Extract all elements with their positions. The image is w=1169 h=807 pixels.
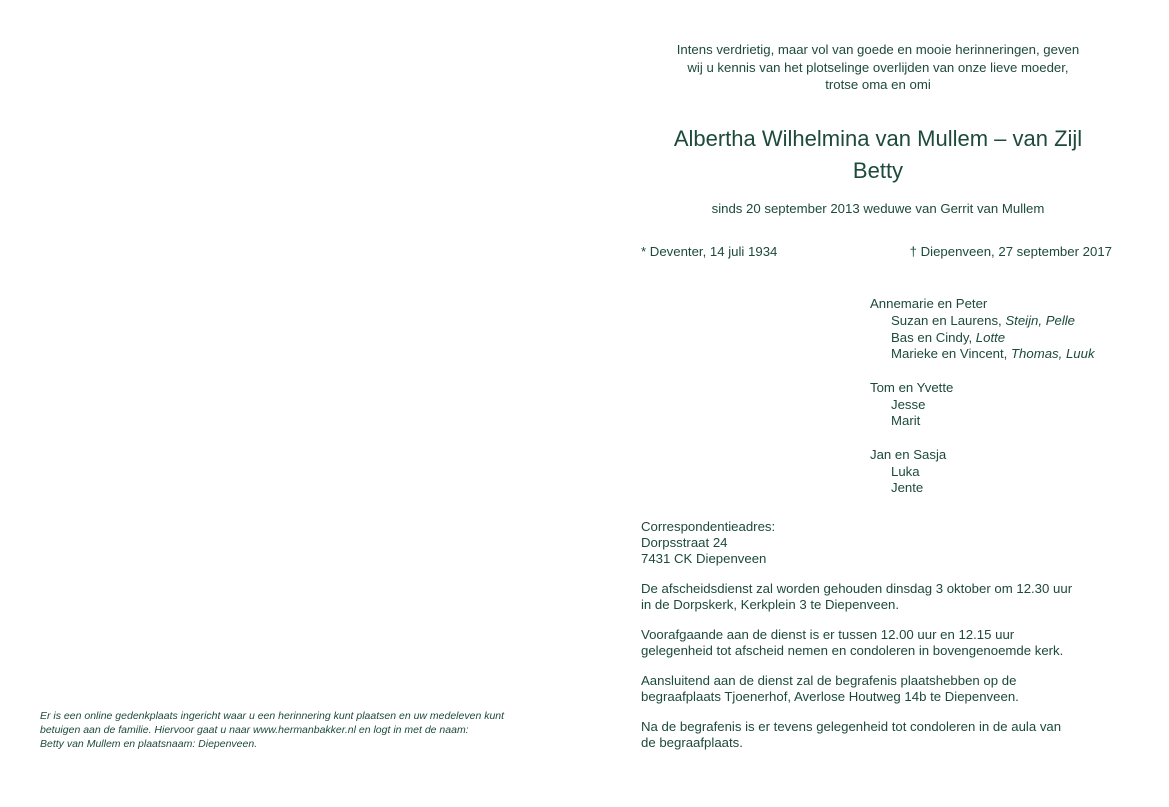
service-info <box>641 581 1072 613</box>
online-memorial-note <box>40 709 504 751</box>
family-head: Jan en Sasja <box>870 446 947 462</box>
widow-line: sinds 20 september 2013 weduwe van Gerrit van Mullem <box>711 201 1045 216</box>
address-line: Dorpsstraat 24 <box>641 535 728 550</box>
child-parents: Marit <box>891 413 921 429</box>
child-parents: Luka <box>891 463 920 479</box>
condolence-info <box>641 627 1072 659</box>
detail-line: De afscheidsdienst zal worden gehouden dinsdag 3 oktober om 12.30 uur <box>641 581 1073 596</box>
family-child <box>870 330 1095 347</box>
family-head: Tom en Yvette <box>870 379 954 395</box>
grandchildren: Steijn, Pelle <box>1005 312 1076 328</box>
family-child <box>870 397 1095 414</box>
child-parents: Marieke en Vincent, <box>891 346 1011 362</box>
detail-line: begraafplaats Tjoenerhof, Averlose Houtweg 14b te Diepenveen. <box>641 689 1019 704</box>
family-child <box>870 480 1095 497</box>
funeral-details <box>641 519 1072 765</box>
address-line: Correspondentieadres: <box>641 519 776 534</box>
family-group <box>870 296 1095 363</box>
detail-line: Na de begrafenis is er tevens gelegenheid tot condoleren in de aula van <box>641 719 1062 734</box>
footnote-line: Betty van Mullem en plaatsnaam: Diepenveen. <box>40 738 258 750</box>
announcement-intro <box>640 41 1116 94</box>
intro-line: wij u kennis van het plotselinge overlijden van onze lieve moeder, <box>687 59 1069 75</box>
footnote-line: betuigen aan de familie. Hiervoor gaat u naar www.hermanbakker.nl en logt in met de naam: <box>40 724 469 736</box>
deceased-nickname: Betty <box>852 158 904 183</box>
family-child <box>870 313 1095 330</box>
detail-line: Voorafgaande aan de dienst is er tussen 12.00 uur en 12.15 uur <box>641 627 1015 642</box>
child-parents: Jente <box>891 480 924 496</box>
deceased-full-name: Albertha Wilhelmina van Mullem – van Zijl <box>673 126 1083 151</box>
family-group <box>870 380 1095 430</box>
child-parents: Jesse <box>891 396 926 412</box>
family-child <box>870 464 1095 481</box>
death-info: † Diepenveen, 27 september 2017 <box>909 244 1112 259</box>
detail-line: de begraafplaats. <box>641 735 743 750</box>
grandchildren: Lotte <box>975 329 1006 345</box>
family-list <box>870 296 1095 514</box>
footnote-line: Er is een online gedenkplaats ingericht waar u een herinnering kunt plaatsen en uw medeleven kunt <box>40 710 505 722</box>
address-line: 7431 CK Diepenveen <box>641 551 767 566</box>
intro-line: trotse oma en omi <box>825 77 931 92</box>
detail-line: Aansluitend aan de dienst zal de begrafenis plaatshebben op de <box>641 673 1017 688</box>
after-burial-info <box>641 719 1072 751</box>
child-parents: Bas en Cindy, <box>891 329 976 345</box>
family-child <box>870 346 1095 363</box>
intro-line: Intens verdrietig, maar vol van goede en mooie herinneringen, geven <box>676 42 1080 57</box>
correspondence-address <box>641 519 1072 567</box>
grandchildren: Thomas, Luuk <box>1010 346 1095 362</box>
burial-info <box>641 673 1072 705</box>
detail-line: in de Dorpskerk, Kerkplein 3 te Diepenveen. <box>641 597 900 612</box>
detail-line: gelegenheid tot afscheid nemen en condoleren in bovengenoemde kerk. <box>641 643 1064 658</box>
family-group <box>870 447 1095 497</box>
birth-info: * Deventer, 14 juli 1934 <box>641 244 778 259</box>
family-child <box>870 413 1095 430</box>
family-head: Annemarie en Peter <box>870 296 988 311</box>
child-parents: Suzan en Laurens, <box>891 312 1006 328</box>
